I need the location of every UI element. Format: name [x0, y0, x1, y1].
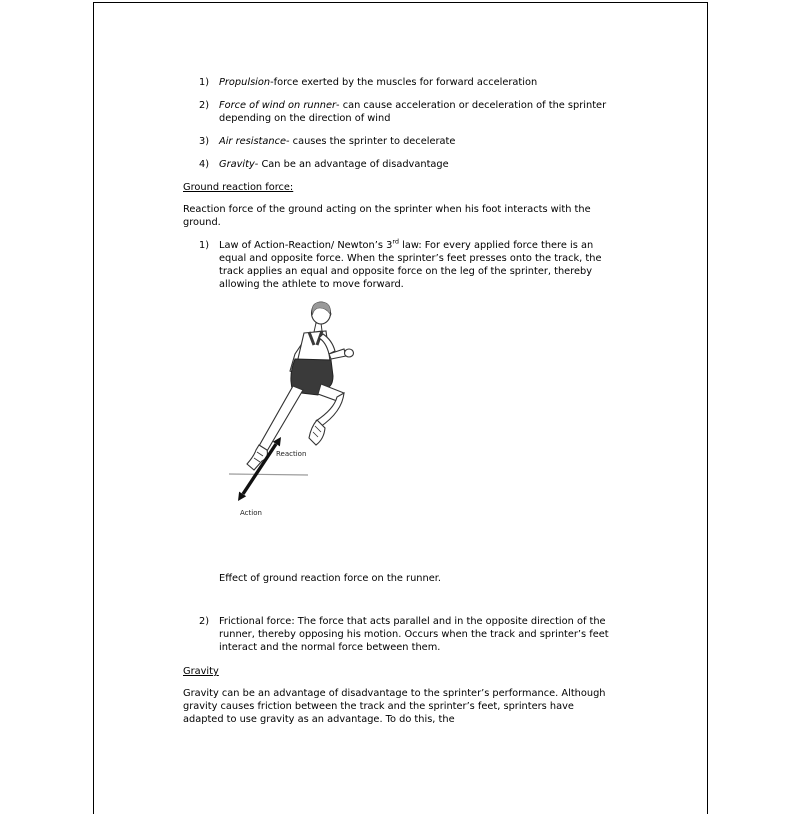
list-item-text	[219, 76, 611, 89]
list-item-text	[219, 239, 611, 291]
paragraph-gravity: Gravity can be an advantage of disadvantage to the sprinter’s performance. Although gravity causes friction between the track and the sprinter’s feet, sprinters have adapted to use gravity as an advantage. To do this, the	[183, 688, 606, 725]
runner-illustration	[229, 298, 374, 526]
law-text-pre: Law of Action-Reaction/ Newton’s 3	[219, 240, 393, 251]
list-item-propulsion	[199, 76, 611, 89]
list-item-number: 2)	[199, 100, 210, 111]
list-item-term: Air resistance	[219, 136, 287, 147]
section-heading-gravity: Gravity	[183, 666, 219, 677]
list-item-text	[219, 158, 611, 171]
list-item-term: Propulsion	[219, 77, 271, 88]
list-item-frictional-force	[199, 615, 611, 654]
law-text-post: law: For every applied force there is an equal and opposite force. When the sprinter’s feet presses onto the track, the track applies an equal and opposite force on the leg of the sprinter, thereby allowing the athlete to move forward.	[219, 240, 602, 290]
runner-back-leg	[259, 386, 303, 451]
runner-fist	[345, 349, 354, 357]
list-item-air-resistance	[199, 135, 611, 148]
reaction-label: Reaction	[276, 450, 307, 458]
list-item-number: 3)	[199, 136, 210, 147]
ground-line	[229, 474, 308, 475]
list-item-action-reaction-law	[199, 239, 611, 291]
document-content	[94, 3, 707, 726]
list-item-term: Gravity	[219, 159, 255, 170]
list-item-text	[219, 135, 611, 148]
list-item-description: -force exerted by the muscles for forward acceleration	[270, 77, 538, 88]
action-label: Action	[240, 509, 262, 517]
list-item-gravity	[199, 158, 611, 171]
list-item-description: - causes the sprinter to decelerate	[286, 136, 456, 147]
list-item-text	[219, 99, 611, 125]
list-item-number: 4)	[199, 159, 210, 170]
runner-figure	[229, 298, 374, 526]
paragraph-ground-reaction: Reaction force of the ground acting on the sprinter when his foot interacts with the ground.	[183, 204, 591, 228]
list-item-text: Frictional force: The force that acts parallel and in the opposite direction of the runner, thereby opposing his motion. Occurs when the track and sprinter’s feet interact and the normal force between them.	[219, 616, 609, 653]
figure-caption: Effect of ground reaction force on the runner.	[219, 573, 441, 584]
list-item-term: Force of wind on runner	[219, 100, 337, 111]
list-item-number: 1)	[199, 240, 210, 251]
list-item-number: 1)	[199, 77, 210, 88]
runner-back-shoe	[247, 445, 267, 470]
section-heading-ground-reaction-force: Ground reaction force:	[183, 182, 294, 193]
list-item-number: 2)	[199, 616, 210, 627]
list-item-description: - Can be an advantage of disadvantage	[254, 159, 449, 170]
list-item-wind	[199, 99, 611, 125]
ordinal-superscript: rd	[392, 237, 399, 246]
list-item-description: - can cause acceleration or deceleration of the sprinter depending on the direction of wind	[219, 100, 607, 124]
document-page	[93, 2, 708, 814]
